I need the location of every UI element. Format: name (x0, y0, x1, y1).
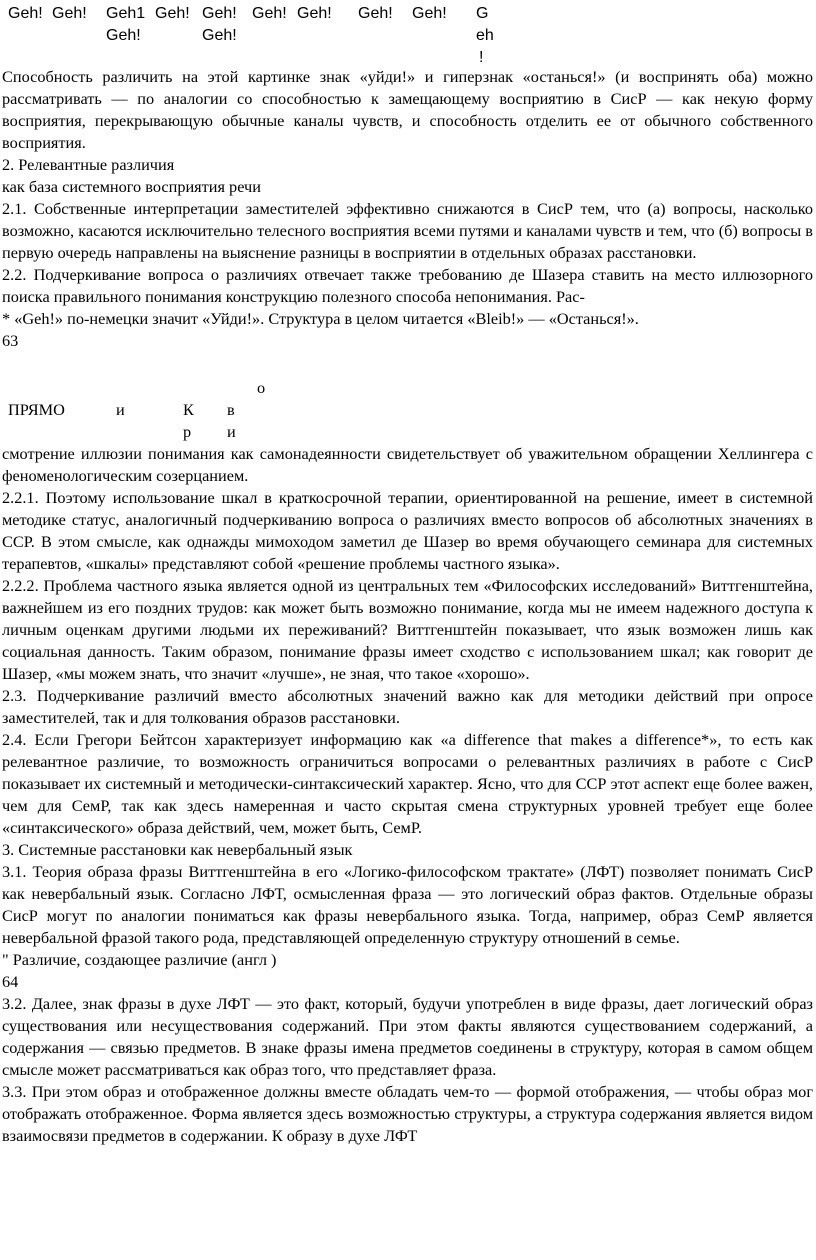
heading-letter: о (257, 378, 266, 397)
heading-letter: р (183, 422, 192, 441)
paragraph: 2.2.2. Проблема частного языка является одной из центральных тем «Философских исследований» Виттгенштейна, важнейшем из его поздних трудов: как может быть возможно понимание, когда мы не имеем надежного доступа к личным оценкам другими людьми их переживаний? Виттгенштейн показывает, что язык возможен лишь как социальная данность. Таким образом, понимание фразы имеет сходство с использованием шкал; как говорит де Шазер, «мы можем знать, что значит «лучше», не зная, что такое «хорошо». (2, 576, 813, 683)
heading-letter: в (227, 400, 235, 419)
paragraph: смотрение иллюзии понимания как самонадеянности свидетельствует об уважительном обращении Хеллингера с феноменологическим созерцанием. (2, 444, 813, 485)
geh-word (8, 3, 43, 25)
heading-letter: и (116, 400, 125, 419)
geh-split-eh: eh (476, 27, 494, 44)
paragraph: 3.2. Далее, знак фразы в духе ЛФТ — это факт, который, будучи употреблен в виде фразы, дает логический образ существования или несуществования содержаний. При этом факты являются существованием содержаний, а содержания — связью предметов. В знаке фразы имена предметов соединены в структуру, которая в самом общем смысле может рассматриваться как образ того, что представляет фраза. (2, 994, 813, 1079)
geh-word (52, 3, 87, 25)
geh-word-top: Geh! (202, 5, 237, 22)
geh-word (252, 3, 287, 25)
paragraph: 3.1. Теория образа фразы Виттгенштейна в его «Логико-философском трактате» (ЛФТ) позволяет понимать СисР как невербальный язык. Согласно ЛФТ, осмысленная фраза — это логический образ фактов. Отдельные образы СисР могут по аналогии пониматься как фразы невербального языка. Тогда, например, образ СемР является невербальной фразой такого рода, представляющей определенную структуру отношений в семье. (2, 862, 813, 947)
footnote: " Различие, создающее различие (англ ) (2, 950, 277, 969)
geh-word (412, 3, 447, 25)
geh-word-bottom: Geh! (106, 27, 141, 44)
page-number: 63 (2, 331, 19, 350)
paragraph: 2.4. Если Грегори Бейтсон характеризует информацию как «a difference that makes a difference*», то есть как релевантное различие, то возможность ограничиться вопросами о релевантных различиях в работе с СисР показывает их системный и методически-синтаксический характер. Ясно, что для ССР этот аспект еще более важен, чем для СемР, так как здесь намеренная и часто скрытая смена структурных уровней требует еще более «синтаксического» образа действий, чем, может быть, СемР. (2, 730, 813, 837)
paragraph: Способность различить на этой картинке знак «уйди!» и гиперзнак «останься!» (и воспринять оба) можно рассматривать — по аналогии со способностью к замещающему восприятию в СисР — как некую форму восприятия, перекрывающую обычные каналы чувств, и способность отделить ее от обычного собственного восприятия. (2, 67, 813, 152)
geh-word-top: Geh! (297, 5, 332, 22)
geh-word (297, 3, 332, 25)
geh-word (106, 3, 145, 47)
geh-split-word (476, 3, 494, 69)
geh-word (358, 3, 393, 25)
geh-word-top: Geh! (412, 5, 447, 22)
paragraph: 2.3. Подчеркивание различий вместо абсолютных значений важно как для методики действий при опросе заместителей, так и для толкования образов расстановки. (2, 686, 813, 727)
geh-word-bottom: Geh! (202, 27, 237, 44)
text-block-upper (2, 66, 813, 352)
geh-word (155, 3, 190, 25)
heading-letter: К (183, 400, 194, 419)
page-number: 64 (2, 972, 19, 991)
footnote: * «Geh!» по-немецки значит «Уйди!». Структура в целом читается «Bleib!» — «Останься!». (2, 309, 639, 328)
paragraph: 2.1. Собственные интерпретации заместителей эффективно снижаются в СисР тем, что (а) вопросы, насколько возможно, касаются исключительно телесного восприятия всеми путями и каналами чувств и тем, что (б) вопросы в первую очередь направлены на выяснение разницы в восприятии в отдельных образах расстановки. (2, 199, 813, 262)
paragraph: 2.2. Подчеркивание вопроса о различиях отвечает также требованию де Шазера ставить на место иллюзорного поиска правильного понимания конструкцию полезного способа непонимания. Рас- (2, 265, 813, 306)
paragraph: 3.3. При этом образ и отображенное должны вместе обладать чем-то — формой отображения, — чтобы образ мог отображать отображенное. Форма является здесь возможностью структуры, а структура содержания является видом взаимосвязи предметов в содержании. К образу в духе ЛФТ (2, 1082, 813, 1145)
section-heading: 3. Системные расстановки как невербальный язык (2, 840, 353, 859)
geh-word-top: Geh! (52, 5, 87, 22)
section-heading-subtitle: как база системного восприятия речи (2, 177, 261, 196)
geh-word-top: Geh! (252, 5, 287, 22)
geh-word-top: Geh! (8, 5, 43, 22)
text-block-lower (2, 443, 813, 1147)
heading-word: ПРЯМО (8, 400, 65, 419)
geh-split-bang: ! (479, 49, 484, 66)
geh-split-g: G (476, 5, 489, 22)
heading-letter: и (227, 422, 236, 441)
geh-word-top: Geh! (155, 5, 190, 22)
geh-word (202, 3, 237, 47)
geh-word-top: Geh1 (106, 5, 146, 22)
section-heading: 2. Релевантные различия (2, 155, 175, 174)
paragraph: 2.2.1. Поэтому использование шкал в краткосрочной терапии, ориентированной на решение, имеет в системной методике статус, аналогичный подчеркиванию вопроса о различиях вместо вопросов об абсолютных значениях в ССР. В этом смысле, как однажды мимоходом заметил де Шазер во время обучающего семинара для системных терапевтов, «шкалы» представляют собой «решение проблемы частного языка». (2, 488, 813, 573)
geh-word-top: Geh! (358, 5, 393, 22)
